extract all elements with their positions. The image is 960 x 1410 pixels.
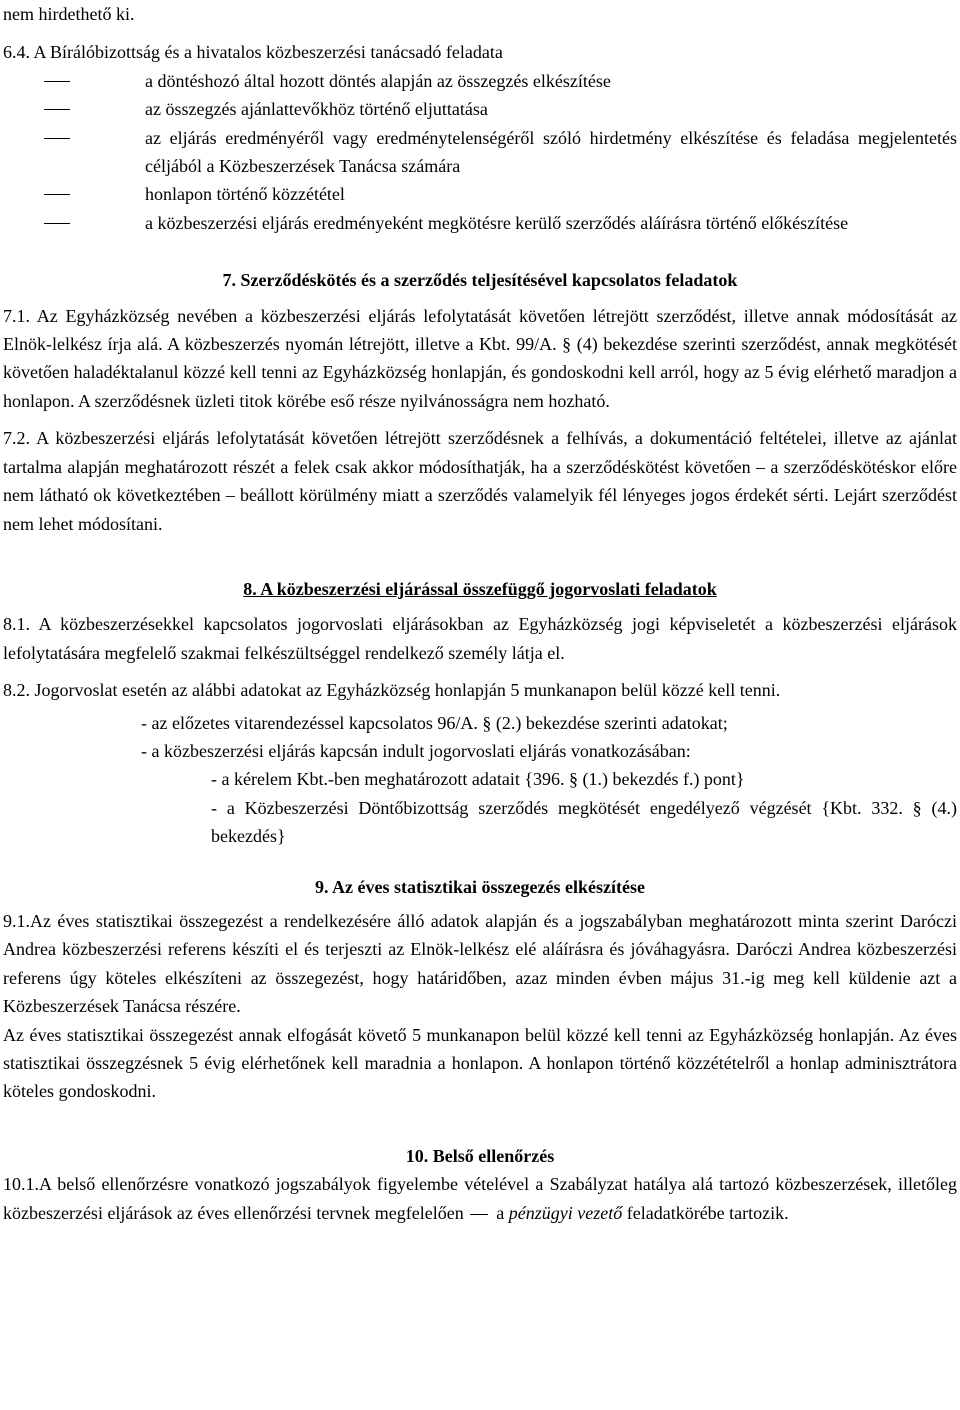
list-item: - a közbeszerzési eljárás kapcsán indult jogorvoslati eljárás vonatkozásában: (141, 740, 691, 761)
section-7-heading: 7. Szerződéskötés és a szerződés teljesítésével kapcsolatos feladatok (222, 270, 738, 291)
paragraph-9-1: 9.1.Az éves statisztikai összegezést a rendelkezésére álló adatok alapján és a jogszabályban meghatározott minta szerint Daróczi Andrea közbeszerzési referens készíti el és terjeszti az Elnök-lelkész elé aláírásra és jóváhagyásra. Daróczi Andrea közbeszerzési referens úgy köteles elkészíteni az összegezést, hogy határidőben, azaz minden évben május 31.-ig meg kell küldenie azt a Közbeszerzések Tanácsa részére. (3, 910, 957, 1017)
paragraph-10-1 (3, 1170, 957, 1227)
section-6-4-title (3, 38, 957, 66)
bullet-item: az összegzés ajánlattevőkhöz történő eljuttatása (3, 95, 957, 123)
document-page (3, 0, 957, 1227)
paragraph-10-1-text: 10.1.A belső ellenőrzésre vonatkozó jogszabályok figyelembe vételével a Szabályzat hatálya alá tartozó közbeszerzések, illetőleg közbeszerzési eljárások az éves ellenőrzési tervnek megfelelően (3, 1174, 957, 1223)
continuation-text: nem hirdethető ki. (3, 4, 135, 24)
section-8-heading: 8. A közbeszerzési eljárással összefüggő jogorvoslati feladatok (243, 578, 717, 599)
paragraph-10-1-end: feladatkörébe tartozik. (622, 1202, 789, 1223)
bullet-item: az eljárás eredményéről vagy eredménytelenségéről szóló hirdetmény elkészítése és feladása megjelentetés céljából a Közbeszerzések Tanácsa számára (3, 124, 957, 181)
bullet-item: honlapon történő közzététel (3, 180, 957, 208)
paragraph-8-2: 8.2. Jogorvoslat esetén az alábbi adatokat az Egyházközség honlapján 5 munkanapon belül közzé kell tenni. (3, 680, 781, 701)
paragraph-9-2: Az éves statisztikai összegezést annak elfogását követő 5 munkanapon belül közzé kell tenni az Egyházközség honlapján. Az éves statisztikai összegzésnek 5 évig elérhetőnek kell maradnia a honlapon. A honlapon történő közzétételről a honlap adminisztrátora köteles gondoskodni. (3, 1024, 957, 1102)
sub-list-item: - a Közbeszerzési Döntőbizottság szerződés megkötését engedélyező végzését {Kbt. 332. § (4.) bekezdés} (211, 797, 957, 847)
paragraph-7-2: 7.2. A közbeszerzési eljárás lefolytatását követően létrejött szerződésnek a felhívás, a dokumentáció feltételei, illetve az ajánlat tartalma alapján meghatározott részét a felek csak akkor módosíthatják, ha a szerződéskötést követően – a szerződéskötéskor előre nem látható ok következtében – beállott körülmény miatt a szerződés valamelyik fél lényeges jogos érdekét sérti. Lejárt szerződést nem lehet módosítani. (3, 428, 957, 534)
emphasis-role: pénzügyi vezető (508, 1202, 623, 1223)
section-9-heading: 9. Az éves statisztikai összegezés elkészítése (315, 876, 645, 897)
paragraph-7-1: 7.1. Az Egyházközség nevében a közbeszerzési eljárás lefolytatását követően létrejött szerződést, illetve annak módosítását az Elnök-lelkész írja alá. A közbeszerzés nyomán létrejött, illetve a Kbt. 99/A. § (4) bekezdése szerinti szerződést, annak megkötését követően haladéktalanul közzé kell tenni az Egyházközség honlapján, és gondoskodni kell arról, hogy az 5 évig elérhető maradjon a honlapon. A szerződésnek üzleti titok körébe eső része nyilvánosságra nem hozható. (3, 305, 957, 411)
section-number: 6.4. (3, 42, 30, 63)
sub-list-item: - a kérelem Kbt.-ben meghatározott adatait {396. § (1.) bekezdés f.) pont} (211, 769, 745, 790)
section-title: A Bírálóbizottság és a hivatalos közbeszerzési tanácsadó feladata (33, 42, 503, 63)
bullet-item: a közbeszerzési eljárás eredményeként megkötésre kerülő szerződés aláírásra történő előkészítése (3, 209, 957, 237)
paragraph-10-1-a: a (496, 1202, 509, 1223)
bullet-item: a döntéshozó által hozott döntés alapján az összegzés elkészítése (3, 67, 957, 95)
paragraph-8-1: 8.1. A közbeszerzésekkel kapcsolatos jogorvoslati eljárásokban az Egyházközség jogi képviseletét a közbeszerzési eljárások lefolytatására megfelelő szakmai felkészültséggel rendelkező személy látja el. (3, 614, 957, 663)
list-item: - az előzetes vitarendezéssel kapcsolatos 96/A. § (2.) bekezdése szerinti adatokat; (141, 712, 728, 733)
dash-mark (470, 1214, 488, 1215)
section-10-heading: 10. Belső ellenőrzés (405, 1145, 555, 1166)
